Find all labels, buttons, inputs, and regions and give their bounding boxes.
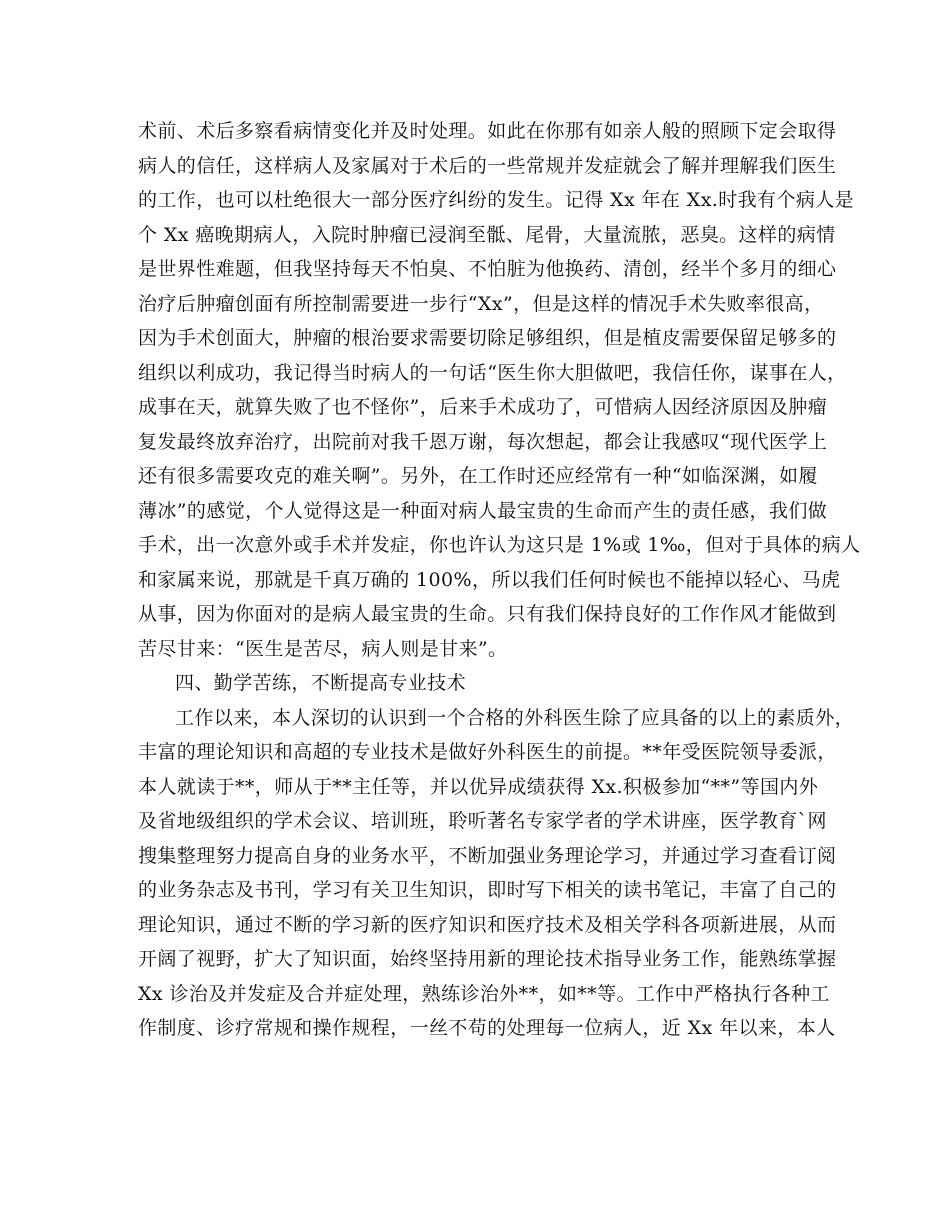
text-line: 手术，出一次意外或手术并发症，你也许认为这只是 1%或 1‰，但对于具体的病人 xyxy=(138,534,861,556)
text-line: 及省地级组织的学术会议、培训班，聆听著名专家学者的学术讲座，医学教育`网 xyxy=(138,810,827,832)
text-line: 本人就读于**，师从于**主任等，并以优异成绩获得 Xx.积极参加“**”等国内外 xyxy=(138,775,819,798)
text-line: 病人的信任，这样病人及家属对于术后的一些常规并发症就会了解并理解我们医生 xyxy=(138,154,837,177)
text-line: 作制度、诊疗常规和操作规程，一丝不苟的处理每一位病人，近 Xx 年以来，本人 xyxy=(138,1017,836,1039)
text-line: 的工作，也可以杜绝很大一部分医疗纠纷的发生。记得 Xx 年在 Xx.时我有个病人是 xyxy=(138,189,855,211)
text-line: 和家属来说，那就是千真万确的 100%，所以我们任何时候也不能掉以轻心、马虎 xyxy=(138,568,841,591)
text-line: 是世界性难题，但我坚持每天不怕臭、不怕脏为他换药、清创，经半个多月的细心 xyxy=(138,258,837,280)
paragraph-surgical-care xyxy=(138,114,861,666)
section-heading-text: 四、勤学苦练，不断提高专业技术 xyxy=(175,672,467,694)
text-line: Xx 诊治及并发症及合并症处理，熟练诊治外**，如**等。工作中严格执行各种工 xyxy=(138,982,830,1005)
text-line: 还有很多需要攻克的难关啊”。另外，在工作时还应经常有一种“如临深渊，如履 xyxy=(138,465,818,487)
text-line: 开阔了视野，扩大了知识面，始终坚持用新的理论技术指导业务工作，能熟练掌握 xyxy=(138,948,837,970)
text-line: 成事在天，就算失败了也不怪你”，后来手术成功了，可惜病人因经济原因及肿瘤 xyxy=(138,396,828,418)
text-line: 个 Xx 癌晚期病人，入院时肿瘤已浸润至骶、尾骨，大量流脓，恶臭。这样的病情 xyxy=(138,223,836,246)
text-line: 丰富的理论知识和高超的专业技术是做好外科医生的前提。**年受医院领导委派， xyxy=(138,741,837,763)
text-line: 理论知识，通过不断的学习新的医疗知识和医疗技术及相关学科各项新进展，从而 xyxy=(138,913,837,936)
text-line: 复发最终放弃治疗，出院前对我千恩万谢，每次想起，都会让我感叹“现代医学上 xyxy=(138,430,828,453)
text-line: 苦尽甘来：“医生是苦尽，病人则是甘来”。 xyxy=(138,637,508,660)
text-line: 工作以来，本人深切的认识到一个合格的外科医生除了应具备的以上的素质外， xyxy=(175,706,855,729)
text-line: 术前、术后多察看病情变化并及时处理。如此在你那有如亲人般的照顾下定会取得 xyxy=(138,120,837,142)
text-line: 治疗后肿瘤创面有所控制需要进一步行“Xx”，但是这样的情况手术失败率很高， xyxy=(138,292,824,315)
text-line: 因为手术创面大，肿瘤的根治要求需要切除足够组织，但是植皮需要保留足够多的 xyxy=(138,327,837,349)
document-body xyxy=(138,114,861,1046)
paragraph-professional-study xyxy=(138,701,855,1046)
text-line: 组织以利成功，我记得当时病人的一句话“医生你大胆做吧，我信任你，谋事在人， xyxy=(138,361,847,384)
text-line: 从事，因为你面对的是病人最宝贵的生命。只有我们保持良好的工作作风才能做到 xyxy=(138,603,837,625)
text-line: 搜集整理努力提高自身的业务水平，不断加强业务理论学习，并通过学习查看订阅 xyxy=(138,844,837,867)
text-line: 薄冰”的感觉，个人觉得这是一种面对病人最宝贵的生命而产生的责任感，我们做 xyxy=(138,499,828,522)
section-heading xyxy=(138,666,818,701)
text-line: 的业务杂志及书刊，学习有关卫生知识，即时写下相关的读书笔记，丰富了自己的 xyxy=(138,879,837,901)
